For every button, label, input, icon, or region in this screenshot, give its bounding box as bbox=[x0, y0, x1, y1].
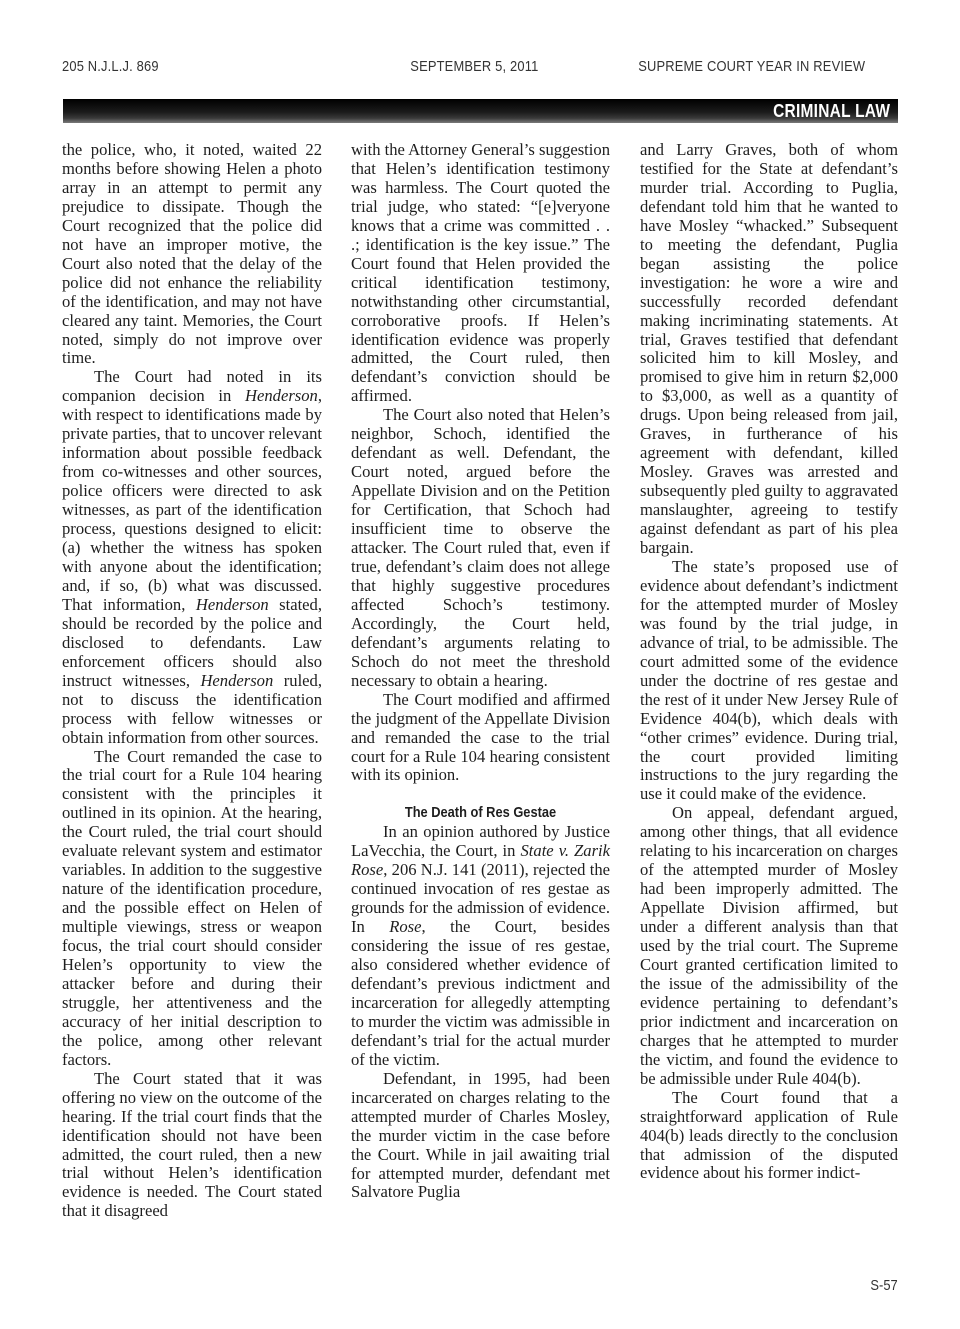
paragraph: The Court also noted that Helen’s neighbor, Schoch, identified the defendant as well. Defendant, the Court noted, argued before the Appellate Division and on the Petition for Certification, that Schoch had insufficient time to observe the attacker. The Court ruled that, even if true, defendant’s claim does not allege that highly suggestive procedures affected Schoch’s testimony. Accordingly, the Court held, defendant’s arguments relating to Schoch do not meet the threshold necessary to obtain a hearing. bbox=[351, 405, 610, 690]
paragraph: In an opinion authored by Justice LaVecchia, the Court, in State v. Zarik Rose, 206 N.J. 141 (2011), rejected the continued invocation of res gestae as grounds for the admission of evidence. In Rose, the Court, besides considering the issue of res gestae, also considered whether evidence of defendant’s previous indictment and incarceration for allegedly attempting to murder the victim was admissible in defendant’s trial for the actual murder of the victim. bbox=[351, 822, 610, 1069]
section-bar bbox=[63, 99, 898, 123]
paragraph: The Court had noted in its companion decision in Henderson, with respect to identifications made by private parties, that to uncover relevant information about possible feedback from co-witnesses and other sources, police officers were directed to ask witnesses, as part of the identification process, questions designed to elicit: (a) whether the witness has spoken with anyone about the identification; and, if so, (b) what was discussed. That information, Henderson stated, should be recorded by the police and disclosed to defendants. Law enforcement officers should also instruct witnesses, Henderson ruled, not to discuss the identification process with fellow witnesses or obtain information from other sources. bbox=[62, 367, 322, 747]
issue-date: SEPTEMBER 5, 2011 bbox=[410, 58, 539, 75]
paragraph: On appeal, defendant argued, among other things, that all evidence relating to his incarceration on charges of the attempted murder of Mosley had been improperly admitted. The Appellate Division affirmed, but under a different analysis than that used by the trial court. The Supreme Court granted certification limited to the issue of the admissibility of the evidence pertaining to defendant’s prior indictment and incarceration on charges that he attempted to murder the victim, and found the evidence to be admissible under Rule 404(b). bbox=[640, 803, 898, 1088]
case-name: Henderson bbox=[195, 594, 269, 614]
case-name: Rose bbox=[389, 917, 422, 937]
paragraph: Defendant, in 1995, had been incarcerated on charges relating to the attempted murder of Charles Mosley, the murder victim in the case before the Court. While in jail awaiting trial for attempted murder, defendant met Salvatore Puglia bbox=[351, 1068, 610, 1202]
case-name: Henderson bbox=[245, 386, 318, 406]
text-column-2 bbox=[351, 141, 610, 1202]
text-column-1 bbox=[62, 141, 322, 1221]
paragraph: The Court modified and affirmed the judgment of the Appellate Division and remanded the case to the trial court for a Rule 104 hearing consistent with its opinion. bbox=[351, 689, 610, 785]
paragraph: with the Attorney General’s suggestion that Helen’s identification testimony was harmless. The Court quoted the trial judge, who stated: “[e]veryone knows that a crime was committed . . .; identification is the key issue.” The Court found that Helen provided the critical identification testimony, notwithstanding other circumstantial, corroborative proofs. If Helen’s identification evidence was properly admitted, the Court ruled, then defendant’s conviction should be affirmed. bbox=[351, 140, 611, 406]
paragraph: The Court stated that it was offering no view on the outcome of the hearing. If the trial court finds that the identification should not have been admitted, the court ruled, then a new trial without Helen’s identification evidence is needed. The Court stated that it disagreed bbox=[62, 1068, 322, 1221]
case-name: State v. Zarik Rose bbox=[351, 841, 610, 880]
paragraph: the police, who, it noted, waited 22 months before showing Helen a photo array in an attempt to permit any prejudice to dissipate. Though the Court recognized that the police did not have an improper motive, the Court also noted that the delay of the police did not enhance the reliability of the identification, and may not have cleared any taint. Memories, the Court noted, simply do not improve over time. bbox=[62, 140, 322, 368]
text-column-3 bbox=[640, 141, 898, 1183]
paragraph: The state’s proposed use of evidence about defendant’s indictment for the attempted murder of Mosley was found by the trial judge, in advance of trial, to be admissible. The court admitted some of the evidence under the doctrine of res gestae and the rest of it under New Jersey Rule of Evidence 404(b), which deals with “other crimes” evidence. During trial, the court provided limiting instructions to the jury regarding the use it could make of the evidence. bbox=[640, 556, 898, 804]
page-number: S-57 bbox=[870, 1277, 898, 1294]
case-name: Henderson bbox=[200, 670, 274, 690]
section-label: CRIMINAL LAW bbox=[772, 101, 890, 121]
journal-citation: 205 N.J.L.J. 869 bbox=[62, 58, 159, 75]
running-header bbox=[62, 58, 866, 82]
paragraph: The Court found that a straightforward application of Rule 404(b) leads directly to the conclusion that admission of the disputed evidence about his former indict- bbox=[640, 1087, 898, 1183]
subheading: The Death of Res Gestae bbox=[404, 805, 557, 822]
paragraph: and Larry Graves, both of whom testified for the State at defendant’s murder trial. According to Puglia, defendant told him that he wanted to have Mosley “whacked.” Subsequent to meeting the defendant, Puglia began assisting the police investigation: he wore a wire and successfully recorded defendant making incriminating statements. At trial, Graves testified that defendant solicited him to kill Mosley, and promised to give him in return $2,000 to $3,000, as well as a quantity of drugs. Upon being released from jail, Graves, in furtherance of his agreement with defendant, killed Mosley. Graves was arrested and subsequently pled guilty to aggravated manslaughter, agreeing to testify against defendant as part of his plea bargain. bbox=[640, 140, 898, 558]
paragraph: The Court remanded the case to the trial court for a Rule 104 hearing consistent with the principles it outlined in its opinion. At the hearing, the Court ruled, the trial court should evaluate relevant system and estimator variables. In addition to the suggestive nature of the identification procedure, and the possible effect on Helen of multiple viewings, stress or weapon focus, the trial court should consider Helen’s opportunity to view the attacker before and during their struggle, her attentiveness and the accuracy of her initial description to the police, among other relevant factors. bbox=[62, 746, 322, 1069]
publication-title: SUPREME COURT YEAR IN REVIEW bbox=[638, 58, 866, 75]
